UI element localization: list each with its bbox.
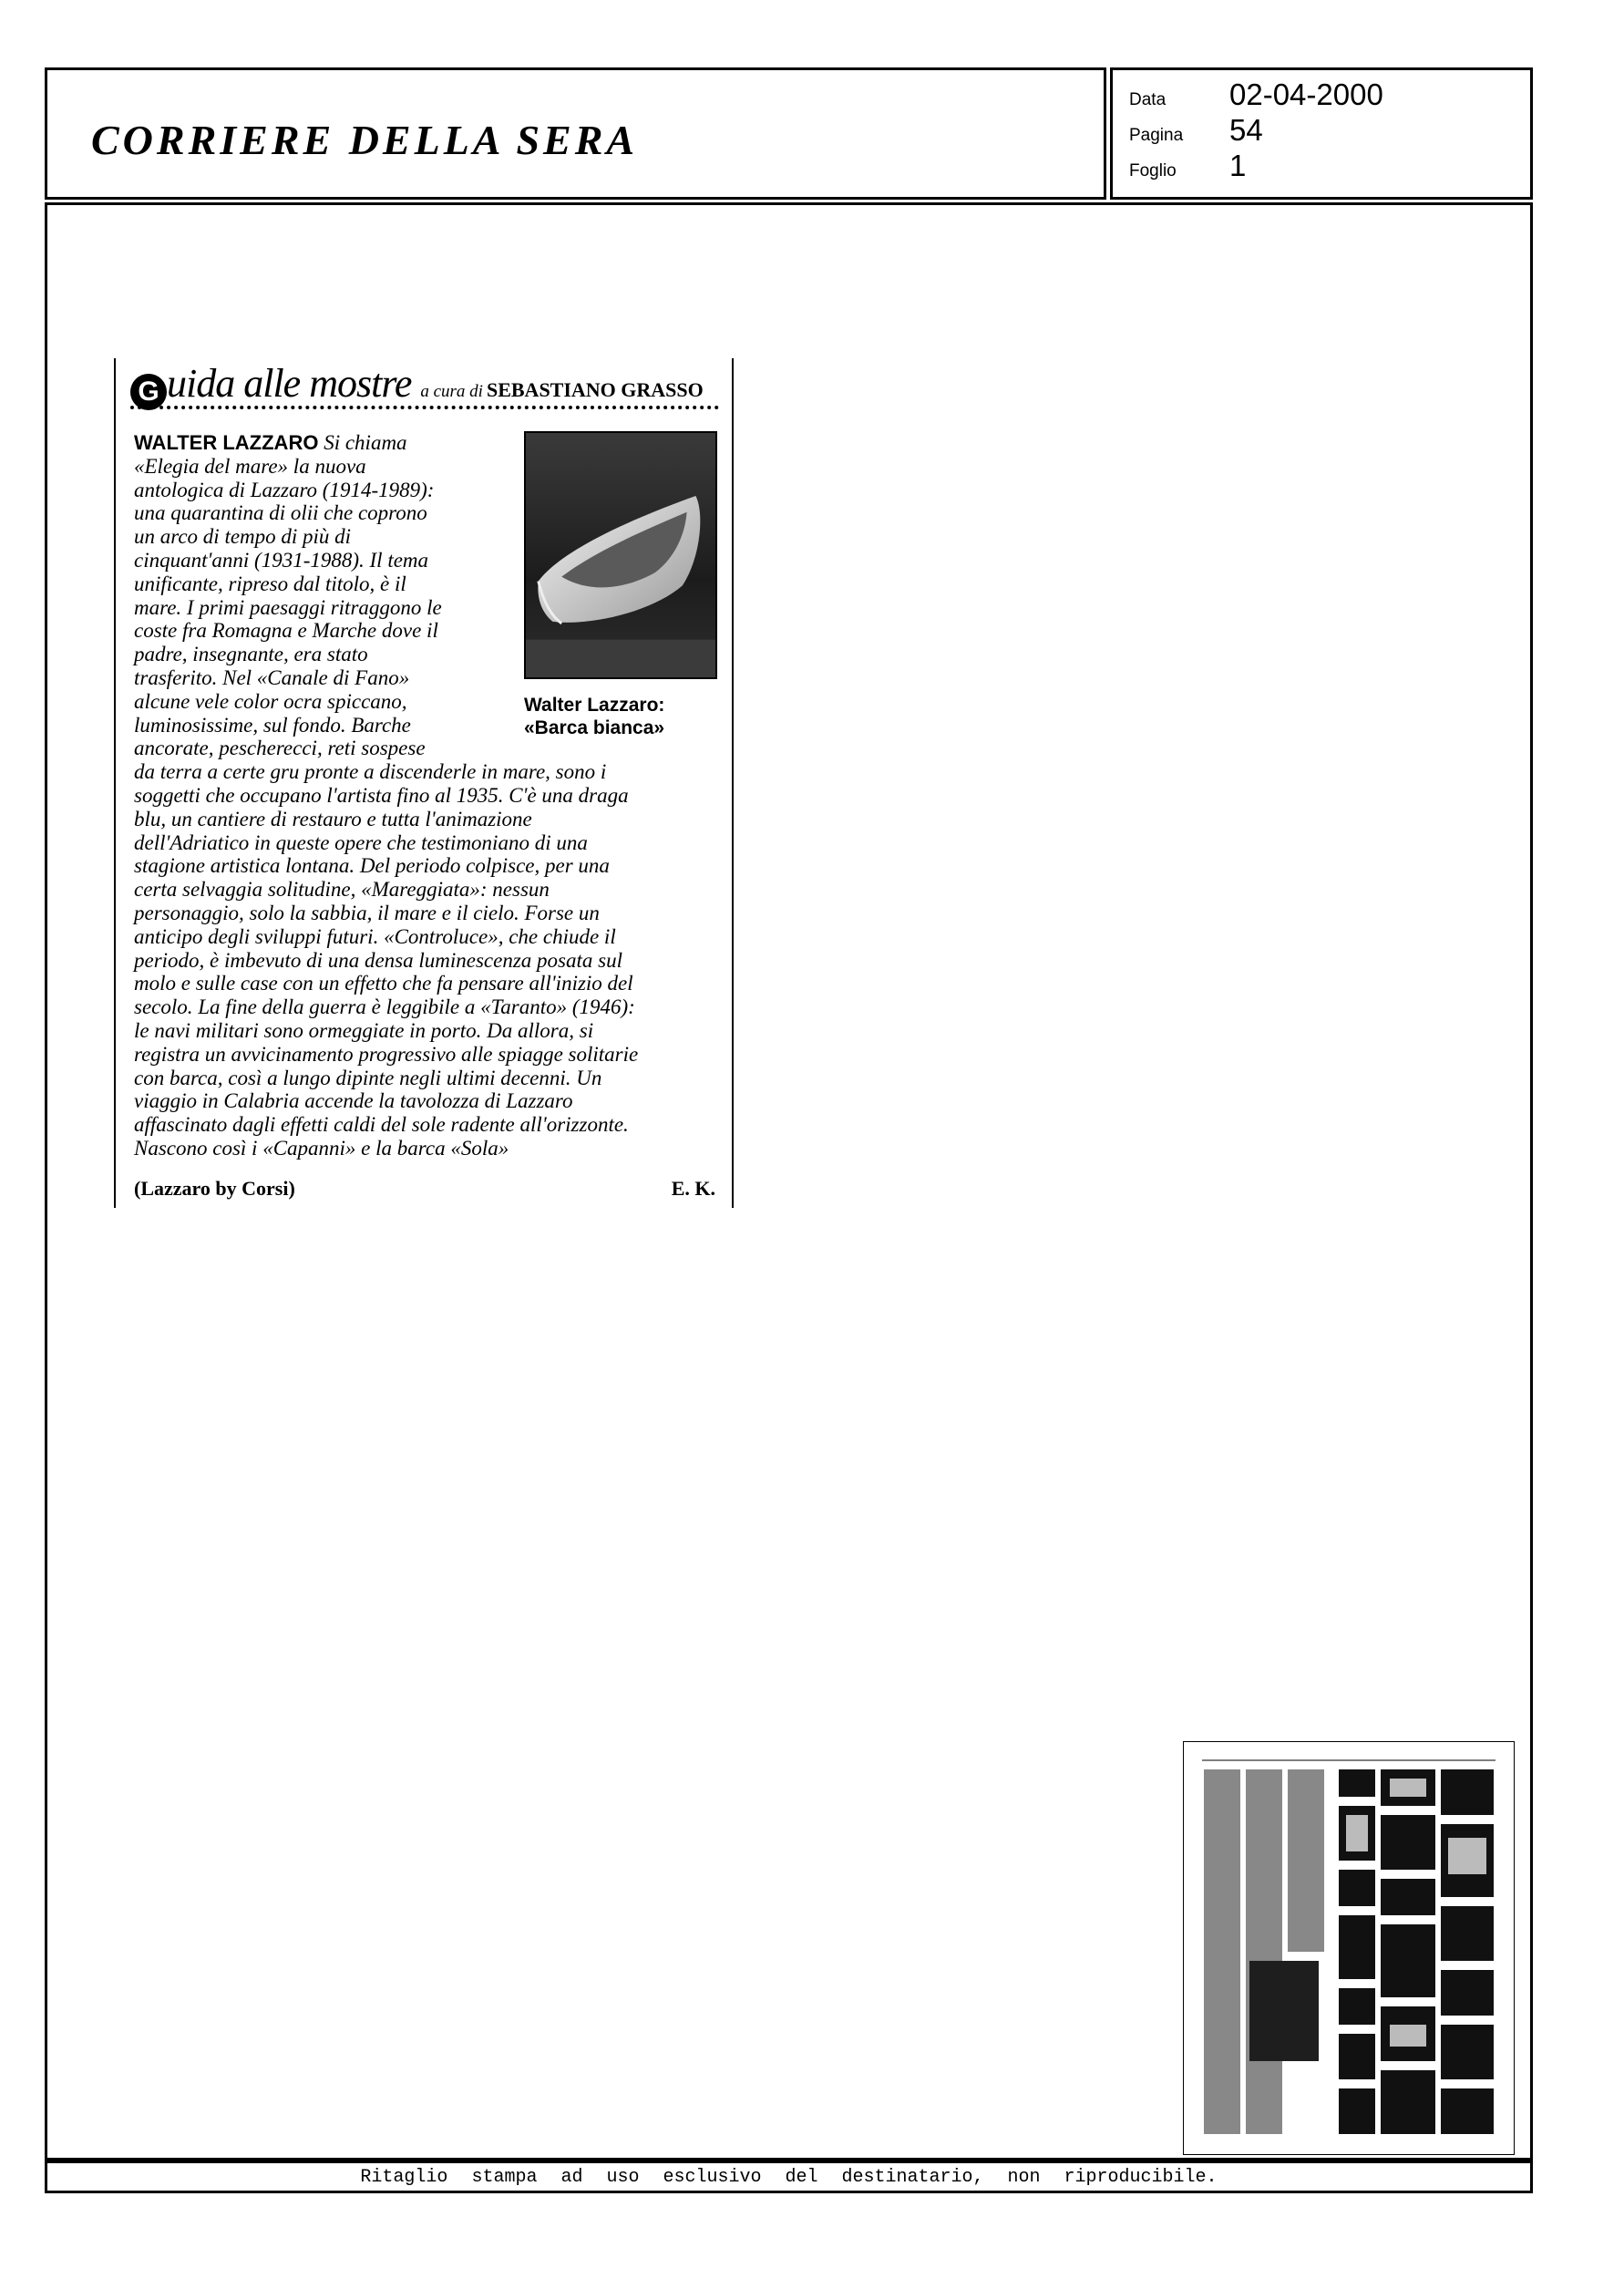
text-line: periodo, è imbevuto di una densa luminescenza posata sul — [134, 948, 622, 972]
text-line: secolo. La fine della guerra è leggibile a «Taranto» (1946): — [134, 995, 635, 1019]
article-clipping — [114, 358, 734, 1208]
section-logo-icon: G — [130, 374, 167, 410]
text-line: un arco di tempo di più di — [134, 525, 352, 549]
dotted-divider — [130, 406, 719, 409]
text-line: molo e sulle case con un effetto che fa pensare all'inizio del — [134, 972, 633, 995]
newspaper-page-thumbnail-image — [1202, 1751, 1496, 2145]
text-line: luminosissime, sul fondo. Barche — [134, 713, 411, 737]
section-title: uida alle mostre — [167, 361, 412, 406]
text-line: cinquant'anni (1931-1988). Il tema — [134, 548, 429, 572]
meta-foglio-value: 1 — [1229, 149, 1247, 182]
author-initials: E. K. — [671, 1177, 715, 1200]
text-line: Nascono così i «Capanni» e la barca «Sola» — [134, 1136, 509, 1160]
article-header — [130, 360, 704, 410]
article-signoff — [134, 1177, 715, 1201]
text-line: stagione artistica lontana. Del periodo colpisce, per una — [134, 854, 610, 878]
curator-name: SEBASTIANO GRASSO — [486, 378, 704, 401]
text-line: personaggio, solo la sabbia, il mare e il cielo. Forse un — [134, 901, 600, 924]
text-line: certa selvaggia solitudine, «Mareggiata»: nessun — [134, 878, 550, 902]
meta-box — [1110, 67, 1533, 200]
text-line: anticipo degli sviluppi futuri. «Controluce», che chiude il — [134, 924, 616, 948]
text-line: padre, insegnante, era stato — [134, 643, 368, 666]
text-line: una quarantina di olii che coprono — [134, 501, 427, 525]
article-body — [134, 431, 726, 1160]
text-line: viaggio in Calabria accende la tavolozza di Lazzaro — [134, 1089, 573, 1113]
text-line: soggetti che occupano l'artista fino al 1935. C'è una draga — [134, 783, 629, 807]
masthead-title: CORRIERE DELLA SERA — [91, 117, 639, 163]
meta-row-data — [1129, 77, 1383, 112]
text-line — [134, 431, 726, 455]
text-line-content: Si chiama — [318, 431, 407, 454]
text-line: affascinato dagli effetti caldi del sole radente all'orizzonte. — [134, 1113, 629, 1137]
text-line: registra un avvicinamento progressivo alle spiagge solitarie — [134, 1042, 639, 1066]
caption-artist: Walter Lazzaro: — [524, 695, 665, 716]
meta-pagina-value: 54 — [1229, 113, 1263, 147]
page-thumbnail — [1183, 1741, 1515, 2155]
caption-title: «Barca bianca» — [524, 717, 665, 738]
footer-box — [45, 2160, 1533, 2193]
lead-artist-name: WALTER LAZZARO — [134, 431, 319, 454]
meta-data-value: 02-04-2000 — [1229, 77, 1383, 111]
text-line: trasferito. Nel «Canale di Fano» — [134, 665, 410, 689]
curated-by-label: a cura di — [420, 382, 483, 401]
text-line: alcune vele color ocra spiccano, — [134, 689, 407, 713]
meta-data-label: Data — [1129, 90, 1167, 109]
meta-row-pagina — [1129, 113, 1263, 148]
text-line: unificante, ripreso dal titolo, è il — [134, 572, 406, 595]
text-line: antologica di Lazzaro (1914-1989): — [134, 478, 435, 501]
text-line: ancorate, pescherecci, reti sospese — [134, 737, 426, 760]
footer-disclaimer: Ritaglio stampa ad uso esclusivo del destinatario, non riproducibile. — [360, 2167, 1218, 2188]
meta-foglio-label: Foglio — [1129, 161, 1177, 180]
masthead-box — [45, 67, 1106, 200]
text-line: blu, un cantiere di restauro e tutta l'animazione — [134, 807, 532, 830]
text-line: da terra a certe gru pronte a discenderle in mare, sono i — [134, 760, 607, 784]
text-line: «Elegia del mare» la nuova — [134, 454, 366, 478]
meta-row-foglio — [1129, 149, 1246, 183]
text-line: dell'Adriatico in queste opere che testimoniano di una — [134, 830, 588, 854]
text-line: coste fra Romagna e Marche dove il — [134, 619, 438, 643]
venue-name: (Lazzaro by Corsi) — [134, 1177, 295, 1200]
text-line: con barca, così a lungo dipinte negli ultimi decenni. Un — [134, 1066, 602, 1089]
text-line: le navi militari sono ormeggiate in porto. Da allora, si — [134, 1018, 594, 1042]
text-line: mare. I primi paesaggi ritraggono le — [134, 595, 442, 619]
meta-pagina-label: Pagina — [1129, 126, 1184, 145]
